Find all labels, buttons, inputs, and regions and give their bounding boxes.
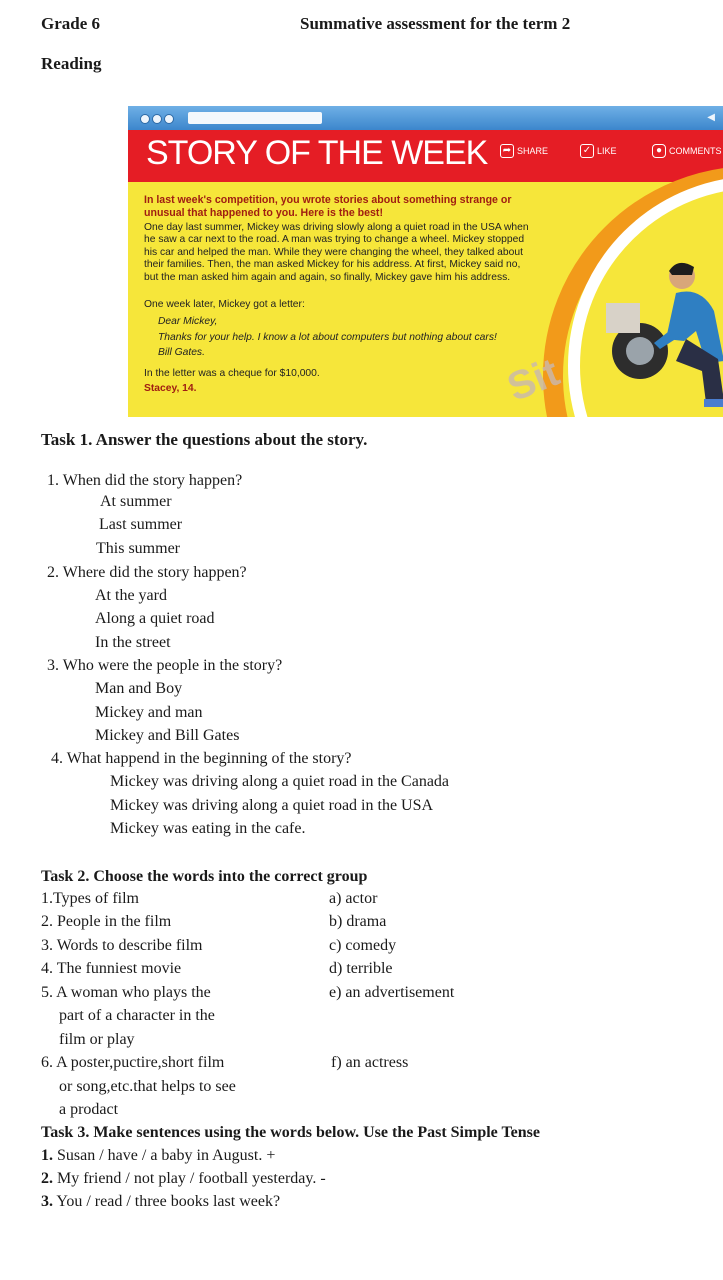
option-2c: In the street — [95, 634, 171, 651]
letter-line: Bill Gates. — [158, 346, 205, 358]
item-text: Susan / have / a baby in August. + — [53, 1147, 276, 1164]
share-action — [500, 143, 548, 159]
story-paragraph-2: One week later, Mickey got a letter: — [144, 299, 305, 310]
question-2: 2. Where did the story happen? — [47, 564, 247, 581]
option-3b: Mickey and man — [95, 704, 203, 721]
item-number: 3. — [41, 1193, 53, 1210]
option-2a: At the yard — [95, 587, 167, 604]
word-option: b) drama — [329, 913, 387, 930]
intro-line: unusual that happened to you. Here is the best! — [144, 207, 383, 219]
story-line: One day last summer, Mickey was driving slowly along a quiet road in the USA when — [144, 222, 529, 233]
group-item-continued: or song,etc.that helps to see — [59, 1078, 236, 1095]
question-4: 4. What happend in the beginning of the story? — [51, 750, 352, 767]
group-item: 3. Words to describe film — [41, 937, 203, 954]
group-item-continued: part of a character in the — [59, 1007, 215, 1024]
intro-line: In last week's competition, you wrote stories about something strange or — [144, 194, 512, 206]
task1-title: Task 1. Answer the questions about the story. — [41, 430, 368, 449]
item-text: My friend / not play / football yesterday. - — [53, 1170, 326, 1187]
group-item: 4. The funniest movie — [41, 960, 182, 977]
story-author: Stacey, 14. — [144, 383, 197, 394]
sentence-item — [41, 1170, 326, 1188]
share-icon: ➦ — [500, 144, 514, 158]
window-dot-icon — [152, 114, 162, 124]
address-bar — [188, 112, 322, 124]
comments-action — [652, 143, 722, 159]
story-line: their families. Then, the man asked Mickey for his address. At first, Mickey said no, — [144, 259, 521, 271]
window-close-icon — [164, 114, 174, 124]
group-item: 2. People in the film — [41, 913, 172, 930]
letter-line: Dear Mickey, — [158, 316, 218, 327]
grade-label: Grade 6 — [41, 14, 101, 33]
task3-title: Task 3. Make sentences using the words below. Use the Past Simple Tense — [41, 1124, 541, 1141]
option-4c: Mickey was eating in the cafe. — [110, 820, 306, 837]
story-paragraph-1 — [144, 222, 529, 284]
story-title: STORY OF THE WEEK — [146, 134, 488, 172]
word-option: f) an actress — [331, 1054, 409, 1071]
sentence-item — [41, 1193, 280, 1211]
story-cheque: In the letter was a cheque for $10,000. — [144, 368, 320, 379]
man-changing-wheel-illustration — [606, 231, 723, 417]
letter-line: Thanks for your help. I know a lot about computers but nothing about cars! — [158, 332, 497, 344]
window-dot-icon — [140, 114, 150, 124]
item-number: 2. — [41, 1170, 53, 1187]
watermark: Sit — [501, 350, 566, 411]
option-3c: Mickey and Bill Gates — [95, 727, 240, 744]
browser-bar — [128, 106, 723, 130]
like-label: LIKE — [597, 146, 617, 156]
story-text — [128, 184, 553, 417]
word-option: c) comedy — [329, 937, 397, 954]
group-item: 6. A poster,puctire,short film — [41, 1054, 225, 1071]
word-option: e) an advertisement — [329, 984, 455, 1001]
question-1: 1. When did the story happen? — [47, 472, 243, 489]
group-item-continued: film or play — [59, 1031, 135, 1048]
sentence-item — [41, 1147, 275, 1165]
word-option: d) terrible — [329, 960, 393, 977]
word-option: a) actor — [329, 890, 378, 907]
item-number: 1. — [41, 1147, 53, 1164]
like-action — [580, 143, 617, 159]
option-2b: Along a quiet road — [95, 610, 215, 627]
story-letter — [158, 316, 497, 359]
group-item: 1.Types of film — [41, 890, 139, 907]
story-of-the-week-image — [128, 106, 723, 417]
comments-label: COMMENTS — [669, 146, 722, 156]
arrow-left-icon: ◀ — [707, 112, 715, 123]
option-1a: At summer — [100, 493, 172, 510]
question-3: 3. Who were the people in the story? — [47, 657, 283, 674]
story-line: he saw a car next to the road. A man was trying to change a wheel. Mickey stopped — [144, 234, 525, 246]
story-line: but the man asked him again and again, so finally, Mickey gave him his address. — [144, 271, 511, 283]
story-line: his car and helped the man. While they were changing the wheel, they talked about — [144, 246, 523, 258]
item-text: You / read / three books last week? — [53, 1193, 281, 1210]
share-label: SHARE — [517, 146, 549, 156]
option-1b: Last summer — [99, 516, 183, 533]
group-item: 5. A woman who plays the — [41, 984, 211, 1001]
option-4b: Mickey was driving along a quiet road in the USA — [110, 797, 434, 814]
section-title: Reading — [41, 54, 102, 73]
checkmark-icon: ✓ — [580, 144, 594, 158]
task2-title: Task 2. Choose the words into the correct group — [41, 868, 368, 885]
comment-bubble-icon: ● — [652, 144, 666, 158]
option-1c: This summer — [96, 540, 180, 557]
group-item-continued: a prodact — [59, 1101, 119, 1118]
assessment-title: Summative assessment for the term 2 — [300, 14, 571, 33]
title-bar — [128, 130, 723, 182]
option-3a: Man and Boy — [95, 680, 183, 697]
story-intro — [144, 194, 511, 220]
option-4a: Mickey was driving along a quiet road in the Canada — [110, 773, 450, 790]
